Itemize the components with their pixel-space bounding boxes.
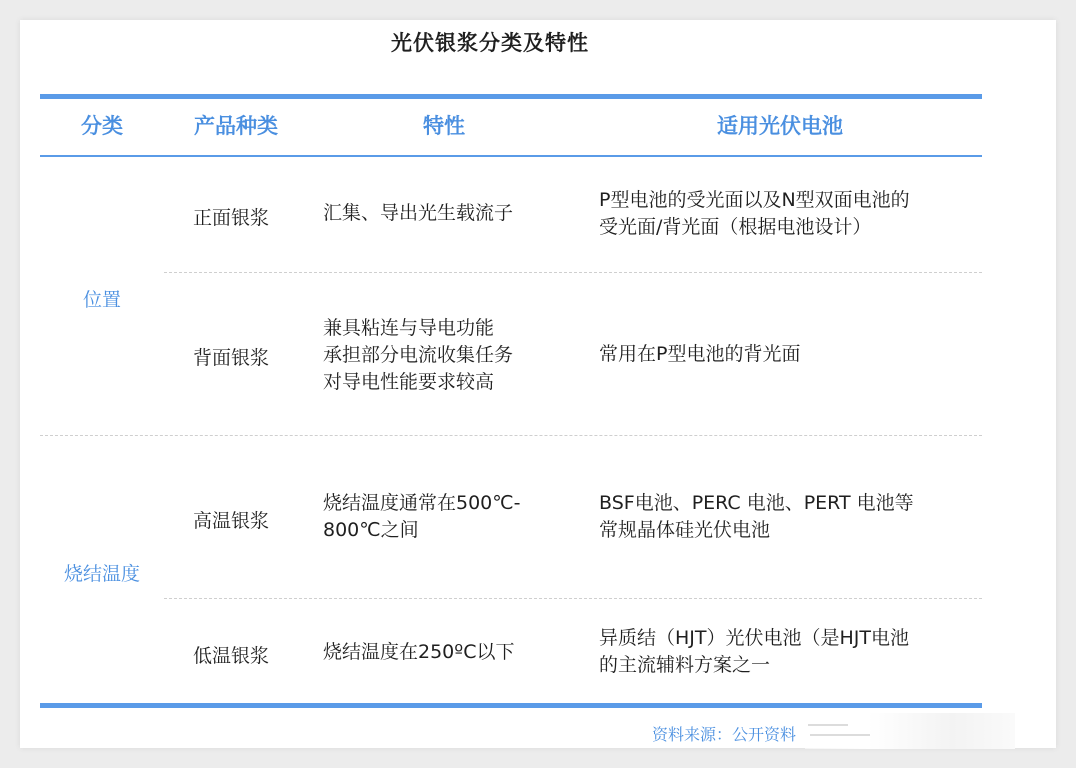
property-high-temp xyxy=(323,490,520,544)
property-line: 烧结温度通常在500℃- xyxy=(323,492,521,514)
battery-high-temp xyxy=(599,490,914,544)
header-properties: 特性 xyxy=(423,114,465,138)
property-line: 承担部分电流收集任务 xyxy=(323,344,514,366)
table-title: 光伏银浆分类及特性 xyxy=(391,31,589,55)
battery-line: 常用在P型电池的背光面 xyxy=(599,343,801,365)
property-line: 烧结温度在250ºC以下 xyxy=(323,641,515,663)
watermark-stroke xyxy=(810,734,870,736)
watermark-fade xyxy=(805,713,1015,749)
product-high-temp-silver-paste: 高温银浆 xyxy=(193,510,270,532)
property-back xyxy=(323,315,513,396)
header-category: 分类 xyxy=(81,114,123,138)
row-divider xyxy=(164,598,982,599)
header-rule xyxy=(40,155,982,157)
top-rule xyxy=(40,94,982,99)
battery-line: 受光面/背光面（根据电池设计） xyxy=(599,216,872,238)
row-divider xyxy=(164,272,982,273)
product-low-temp-silver-paste: 低温银浆 xyxy=(193,645,270,667)
property-low-temp xyxy=(323,639,515,666)
battery-back xyxy=(599,341,800,368)
property-front xyxy=(323,200,513,227)
group-divider xyxy=(40,435,982,436)
battery-line: 异质结（HJT）光伏电池（是HJT电池 xyxy=(599,627,909,649)
product-back-silver-paste: 背面银浆 xyxy=(193,347,270,369)
category-sintering-temperature: 烧结温度 xyxy=(63,563,140,585)
battery-low-temp xyxy=(599,625,909,679)
property-line: 800℃之间 xyxy=(323,519,419,541)
property-line: 汇集、导出光生载流子 xyxy=(323,202,514,224)
header-applicable-battery: 适用光伏电池 xyxy=(717,114,843,138)
source-note: 资料来源：公开资料 xyxy=(652,725,797,744)
bottom-rule xyxy=(40,703,982,708)
battery-front xyxy=(599,187,910,241)
property-line: 兼具粘连与导电功能 xyxy=(323,317,495,339)
battery-line: 的主流辅料方案之一 xyxy=(599,654,771,676)
battery-line: BSF电池、PERC 电池、PERT 电池等 xyxy=(599,492,914,514)
category-position: 位置 xyxy=(82,289,121,311)
battery-line: P型电池的受光面以及N型双面电池的 xyxy=(599,189,910,211)
watermark-stroke xyxy=(808,724,848,726)
battery-line: 常规晶体硅光伏电池 xyxy=(599,519,771,541)
header-product-type: 产品种类 xyxy=(194,114,278,138)
property-line: 对导电性能要求较高 xyxy=(323,371,495,393)
product-front-silver-paste: 正面银浆 xyxy=(193,207,270,229)
